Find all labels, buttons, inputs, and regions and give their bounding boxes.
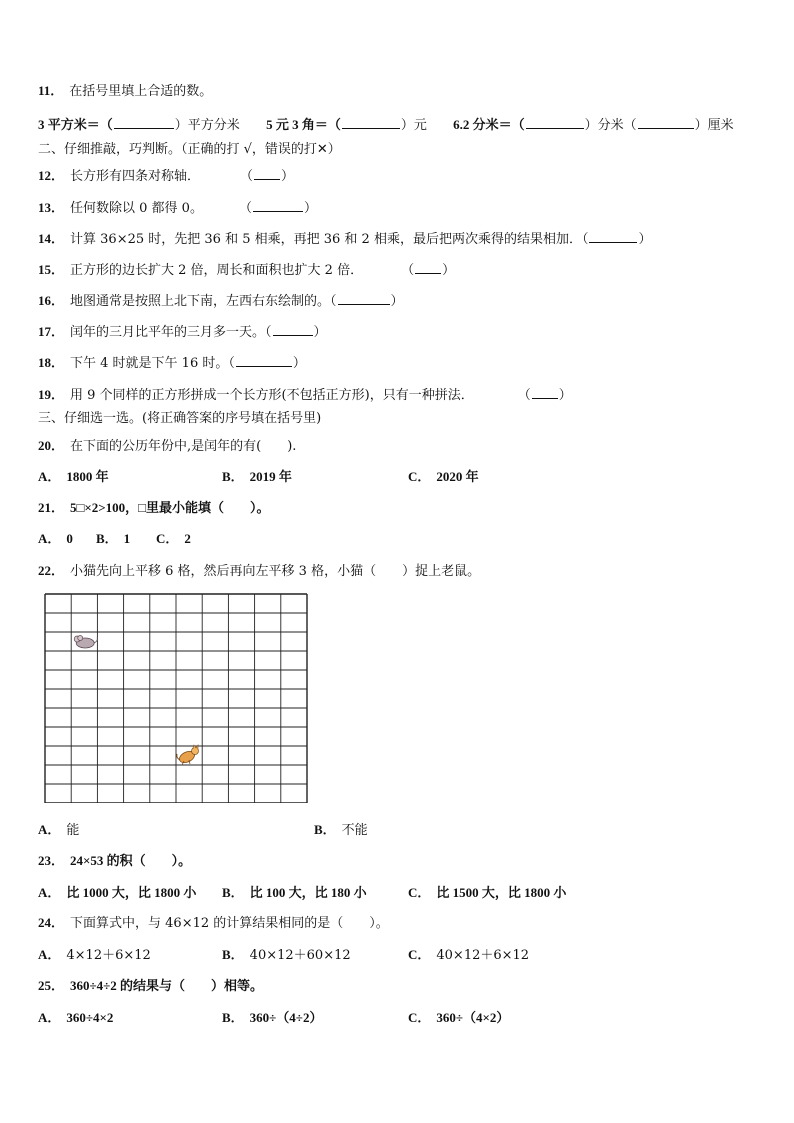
paren-close: ） <box>638 232 652 247</box>
option-label: B． <box>222 947 244 962</box>
option-label: B． <box>222 1010 244 1025</box>
question-18 <box>38 353 306 373</box>
answer-blank[interactable] <box>114 115 174 129</box>
question-number: 14． <box>38 231 65 246</box>
option-label: B． <box>222 469 244 484</box>
question-text: 小猫先向上平移 6 格，然后再向左平移 3 格，小猫（ ）捉上老鼠。 <box>70 564 481 579</box>
option-label: C． <box>408 1010 431 1025</box>
mouse-tail <box>94 637 97 643</box>
paren-open: （ <box>240 169 254 184</box>
question-text: 下午 4 时就是下午 16 时。（ <box>70 356 235 371</box>
option-label: B． <box>314 822 336 837</box>
option-c[interactable] <box>408 946 529 965</box>
mouse-ear <box>78 636 83 641</box>
question-16 <box>38 291 404 311</box>
paren-close: ） <box>303 201 317 216</box>
question-text: 在下面的公历年份中,是闰年的有( ). <box>70 439 297 454</box>
option-text: 比 1500 大，比 1800 小 <box>436 885 567 900</box>
question-13 <box>38 198 317 218</box>
answer-blank[interactable] <box>253 198 303 212</box>
option-b[interactable] <box>222 884 367 903</box>
option-a[interactable] <box>38 884 196 903</box>
option-text: 比 1000 大，比 1800 小 <box>66 885 197 900</box>
option-label: B． <box>222 885 244 900</box>
question-11 <box>38 82 212 101</box>
answer-blank[interactable] <box>638 115 694 129</box>
cat-icon <box>177 745 199 765</box>
option-c[interactable] <box>408 884 566 903</box>
question-19 <box>38 385 572 405</box>
option-c[interactable] <box>408 468 479 487</box>
question-text: 5□×2>100，□里最小能填（ ）。 <box>70 500 270 515</box>
option-b[interactable] <box>314 821 368 840</box>
paren-open: （ <box>238 201 252 216</box>
question-number: 22． <box>38 563 65 578</box>
conversion-c-suffix: ）厘米 <box>694 118 734 133</box>
question-text: 正方形的边长扩大 2 倍，周长和面积也扩大 2 倍． <box>70 263 364 278</box>
mouse-icon <box>74 636 97 649</box>
section-heading-2: 二、仔细推敲，巧判断。（正确的打 √，错误的打✕） <box>38 142 341 157</box>
option-label: A． <box>38 947 61 962</box>
question-number: 23． <box>38 853 65 868</box>
question-25 <box>38 977 263 996</box>
answer-blank[interactable] <box>273 322 313 336</box>
answer-blank[interactable] <box>342 115 400 129</box>
option-label: B． <box>96 531 118 546</box>
question-number: 21． <box>38 500 65 515</box>
question-text: 下面算式中，与 46×12 的计算结果相同的是（ ）。 <box>70 916 389 931</box>
option-text: 2019 年 <box>249 469 292 484</box>
question-number: 17． <box>38 324 65 339</box>
answer-blank[interactable] <box>338 291 390 305</box>
answer-blank[interactable] <box>415 260 441 274</box>
option-text: 0 <box>66 531 73 546</box>
question-text: 24×53 的积（ ）。 <box>70 853 192 868</box>
question-23 <box>38 852 191 871</box>
option-text: 360÷（4÷2） <box>249 1010 323 1025</box>
section-heading-3: 三、仔细选一选。(将正确答案的序号填在括号里) <box>38 411 322 426</box>
option-text: 4×12＋6×12 <box>66 948 151 963</box>
option-label: C． <box>408 469 431 484</box>
paren-open: （ <box>517 388 531 403</box>
conversion-a-suffix: ）平方分米 <box>174 118 240 133</box>
option-label: A． <box>38 885 61 900</box>
question-number: 18． <box>38 355 65 370</box>
question-number: 25． <box>38 978 65 993</box>
question-21 <box>38 499 270 518</box>
question-number: 12． <box>38 168 65 183</box>
option-label: C． <box>408 885 431 900</box>
question-20 <box>38 437 296 456</box>
question-text: 任何数除以 0 都得 0。 <box>70 201 203 216</box>
question-text: 在括号里填上合适的数。 <box>69 84 213 99</box>
question-24 <box>38 914 389 933</box>
option-text: 1 <box>123 531 131 546</box>
paren-close: ） <box>442 263 456 278</box>
answer-blank[interactable] <box>526 115 584 129</box>
conversion-a-prefix: 3 平方米＝（ <box>38 117 113 132</box>
option-text: 1800 年 <box>66 469 109 484</box>
option-text: 40×12＋60×12 <box>249 948 351 963</box>
option-a[interactable] <box>38 530 73 549</box>
option-a[interactable] <box>38 468 109 487</box>
paren-close: ） <box>281 169 295 184</box>
option-label: A． <box>38 531 61 546</box>
option-text: 比 100 大，比 180 小 <box>249 885 367 900</box>
option-a[interactable] <box>38 821 79 840</box>
grid-figure <box>44 593 310 803</box>
question-number: 11． <box>38 83 64 98</box>
option-b[interactable] <box>222 468 292 487</box>
question-number: 20． <box>38 438 65 453</box>
question-number: 16． <box>38 293 65 308</box>
question-number: 15． <box>38 262 65 277</box>
option-label: A． <box>38 822 61 837</box>
question-number: 13． <box>38 200 65 215</box>
paren-close: ） <box>313 325 327 340</box>
option-b[interactable] <box>222 946 351 965</box>
question-12 <box>38 166 294 186</box>
option-text: 2020 年 <box>436 469 479 484</box>
answer-blank[interactable] <box>254 166 280 180</box>
question-22 <box>38 562 480 581</box>
option-text: 360÷4×2 <box>66 1010 114 1025</box>
question-text: 360÷4÷2 的结果与（ ）相等。 <box>70 978 264 993</box>
question-14 <box>38 229 651 249</box>
option-label: A． <box>38 469 61 484</box>
option-text: 不能 <box>341 823 368 838</box>
question-text: 闰年的三月比平年的三月多一天。（ <box>70 325 272 340</box>
question-15 <box>38 260 455 280</box>
option-b[interactable] <box>96 530 130 549</box>
answer-blank[interactable] <box>589 229 637 243</box>
option-text: 40×12＋6×12 <box>436 948 530 963</box>
option-label: C． <box>408 947 431 962</box>
paren-open: （ <box>401 263 415 278</box>
conversion-b-prefix: 5 元 3 角＝（ <box>266 117 341 132</box>
option-label: C． <box>156 531 179 546</box>
option-a[interactable] <box>38 1009 113 1028</box>
paren-close: ） <box>292 356 306 371</box>
conversion-c-middle: ）分米（ <box>584 118 637 133</box>
question-11-items <box>38 115 734 135</box>
option-text: 能 <box>66 823 80 838</box>
question-text: 用 9 个同样的正方形拼成一个长方形(不包括正方形)，只有一种拼法． <box>70 388 474 403</box>
option-c[interactable] <box>156 530 191 549</box>
question-number: 24． <box>38 915 65 930</box>
paren-close: ） <box>390 294 404 309</box>
question-text: 地图通常是按照上北下南，左西右东绘制的。（ <box>70 294 337 309</box>
option-b[interactable] <box>222 1009 322 1028</box>
question-17 <box>38 322 327 342</box>
conversion-b-suffix: ）元 <box>400 118 427 133</box>
answer-blank[interactable] <box>236 353 292 367</box>
option-label: A． <box>38 1010 61 1025</box>
option-text: 2 <box>184 531 191 546</box>
question-text: 计算 36×25 时，先把 36 和 5 相乘，再把 36 和 2 相乘，最后把两次乘得的结果相加．（ <box>70 232 589 247</box>
question-number: 19． <box>38 387 65 402</box>
option-text: 360÷（4×2） <box>436 1010 510 1025</box>
option-a[interactable] <box>38 946 151 965</box>
conversion-c-prefix: 6.2 分米＝（ <box>453 117 525 132</box>
option-c[interactable] <box>408 1009 509 1028</box>
answer-blank[interactable] <box>532 385 558 399</box>
question-text: 长方形有四条对称轴． <box>70 169 201 184</box>
paren-close: ） <box>558 388 572 403</box>
